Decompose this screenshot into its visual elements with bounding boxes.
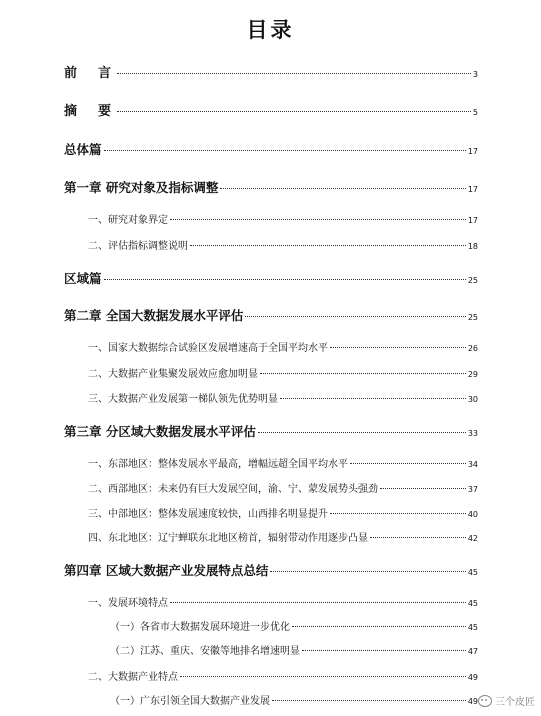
toc-leader-dots (302, 650, 466, 651)
toc-entry-page: 17 (467, 147, 478, 156)
toc-entry-label: 二、大数据产业特点 (88, 672, 178, 683)
toc-leader-dots (180, 676, 466, 677)
toc-entry-page: 25 (467, 276, 478, 285)
toc-leader-dots (104, 150, 466, 151)
toc-entry-label: 一、国家大数据综合试验区发展增速高于全国平均水平 (88, 343, 328, 354)
toc-entry[interactable] (64, 269, 478, 287)
toc-leader-dots (370, 537, 466, 538)
toc-entry-page: 17 (467, 185, 478, 194)
toc-entry[interactable] (64, 140, 478, 158)
toc-leader-dots (170, 219, 466, 220)
toc-leader-dots (170, 602, 466, 603)
toc-entry-label: 前 言 (64, 66, 116, 81)
toc-leader-dots (245, 316, 465, 317)
wechat-icon (478, 695, 492, 707)
toc-entry[interactable] (64, 100, 478, 119)
toc-entry-page: 34 (467, 460, 478, 469)
toc-entry[interactable] (110, 618, 478, 633)
toc-entry-label: 第二章 全国大数据发展水平评估 (64, 308, 244, 323)
toc-entry-page: 45 (467, 623, 478, 632)
watermark (478, 693, 535, 708)
toc-leader-dots (260, 373, 466, 374)
toc-entry-page: 45 (467, 599, 478, 608)
toc-entry[interactable] (64, 561, 478, 579)
toc-entry-label: 二、评估指标调整说明 (88, 241, 188, 252)
toc-leader-dots (104, 279, 466, 280)
toc-entry-page: 37 (467, 485, 478, 494)
toc-entry-page: 49 (467, 673, 478, 682)
toc-entry[interactable] (88, 455, 478, 470)
toc-entry[interactable] (110, 642, 478, 657)
toc-leader-dots (258, 432, 466, 433)
toc-entry-page: 30 (467, 395, 478, 404)
toc-entry-label: 三、中部地区：整体发展速度较快，山西排名明显提升 (88, 509, 328, 520)
toc-entry-page: 47 (467, 647, 478, 656)
toc-leader-dots (330, 347, 466, 348)
toc-entry-label: 第一章 研究对象及指标调整 (64, 180, 219, 195)
toc-leader-dots (220, 188, 465, 189)
toc-leader-dots (272, 700, 466, 701)
toc-leader-dots (117, 73, 471, 74)
toc-entry-label: 一、东部地区：整体发展水平最高，增幅远超全国平均水平 (88, 459, 348, 470)
toc-entry-page: 18 (467, 242, 478, 251)
toc-entry-label: 区域篇 (64, 271, 102, 286)
toc-entry-label: 摘 要 (64, 104, 116, 119)
toc-leader-dots (190, 245, 466, 246)
toc-entry-page: 29 (467, 370, 478, 379)
toc-entry-page: 3 (472, 70, 478, 79)
watermark-text: 三个皮匠 (495, 697, 535, 708)
toc-entry-label: 三、大数据产业发展第一梯队领先优势明显 (88, 394, 278, 405)
toc-entry-label: 一、发展环境特点 (88, 598, 168, 609)
toc-entry[interactable] (88, 237, 478, 252)
toc-entry-label: 二、大数据产业集聚发展效应愈加明显 (88, 369, 258, 380)
toc-entry-page: 40 (467, 510, 478, 519)
toc-entry[interactable] (88, 480, 478, 495)
toc-entry[interactable] (88, 365, 478, 380)
toc-title: 目录 (246, 18, 295, 42)
toc-entry-label: 一、研究对象界定 (88, 215, 168, 226)
toc-entry[interactable] (64, 178, 478, 196)
toc-leader-dots (270, 571, 465, 572)
toc-entry[interactable] (88, 339, 478, 354)
toc-leader-dots (117, 111, 471, 112)
toc-entry-label: 第三章 分区域大数据发展水平评估 (64, 424, 256, 439)
toc-entry-page: 17 (467, 216, 478, 225)
toc-entry-label: 四、东北地区：辽宁蝉联东北地区榜首，辐射带动作用逐步凸显 (88, 533, 368, 544)
toc-entry[interactable] (88, 211, 478, 226)
toc-entry[interactable] (110, 692, 478, 707)
toc-entry-label: 二、西部地区：未来仍有巨大发展空间，渝、宁、蒙发展势头强劲 (88, 484, 378, 495)
toc-entry[interactable] (64, 422, 478, 440)
toc-entry-page: 25 (467, 313, 478, 322)
toc-entry-page: 33 (467, 429, 478, 438)
toc-leader-dots (350, 463, 466, 464)
toc-entry[interactable] (88, 505, 478, 520)
toc-entry[interactable] (64, 62, 478, 81)
toc-entry[interactable] (88, 390, 478, 405)
toc-entry-label: 第四章 区域大数据产业发展特点总结 (64, 563, 269, 578)
toc-entry-page: 26 (467, 344, 478, 353)
toc-leader-dots (330, 513, 466, 514)
toc-entry[interactable] (64, 306, 478, 324)
toc-entry[interactable] (88, 529, 478, 544)
toc-entry-label: （一）广东引领全国大数据产业发展 (110, 696, 270, 707)
toc-entry-label: （一）各省市大数据发展环境进一步优化 (110, 622, 290, 633)
toc-entry-label: （二）江苏、重庆、安徽等地排名增速明显 (110, 646, 300, 657)
toc-entry-page: 5 (472, 108, 478, 117)
toc-leader-dots (280, 398, 466, 399)
toc-entry[interactable] (88, 668, 478, 683)
toc-leader-dots (380, 488, 466, 489)
toc-entry[interactable] (88, 594, 478, 609)
toc-entry-label: 总体篇 (64, 142, 102, 157)
toc-entry-page: 49 (467, 697, 478, 706)
toc-leader-dots (292, 626, 466, 627)
toc-entry-page: 45 (467, 568, 478, 577)
toc-entry-page: 42 (467, 534, 478, 543)
